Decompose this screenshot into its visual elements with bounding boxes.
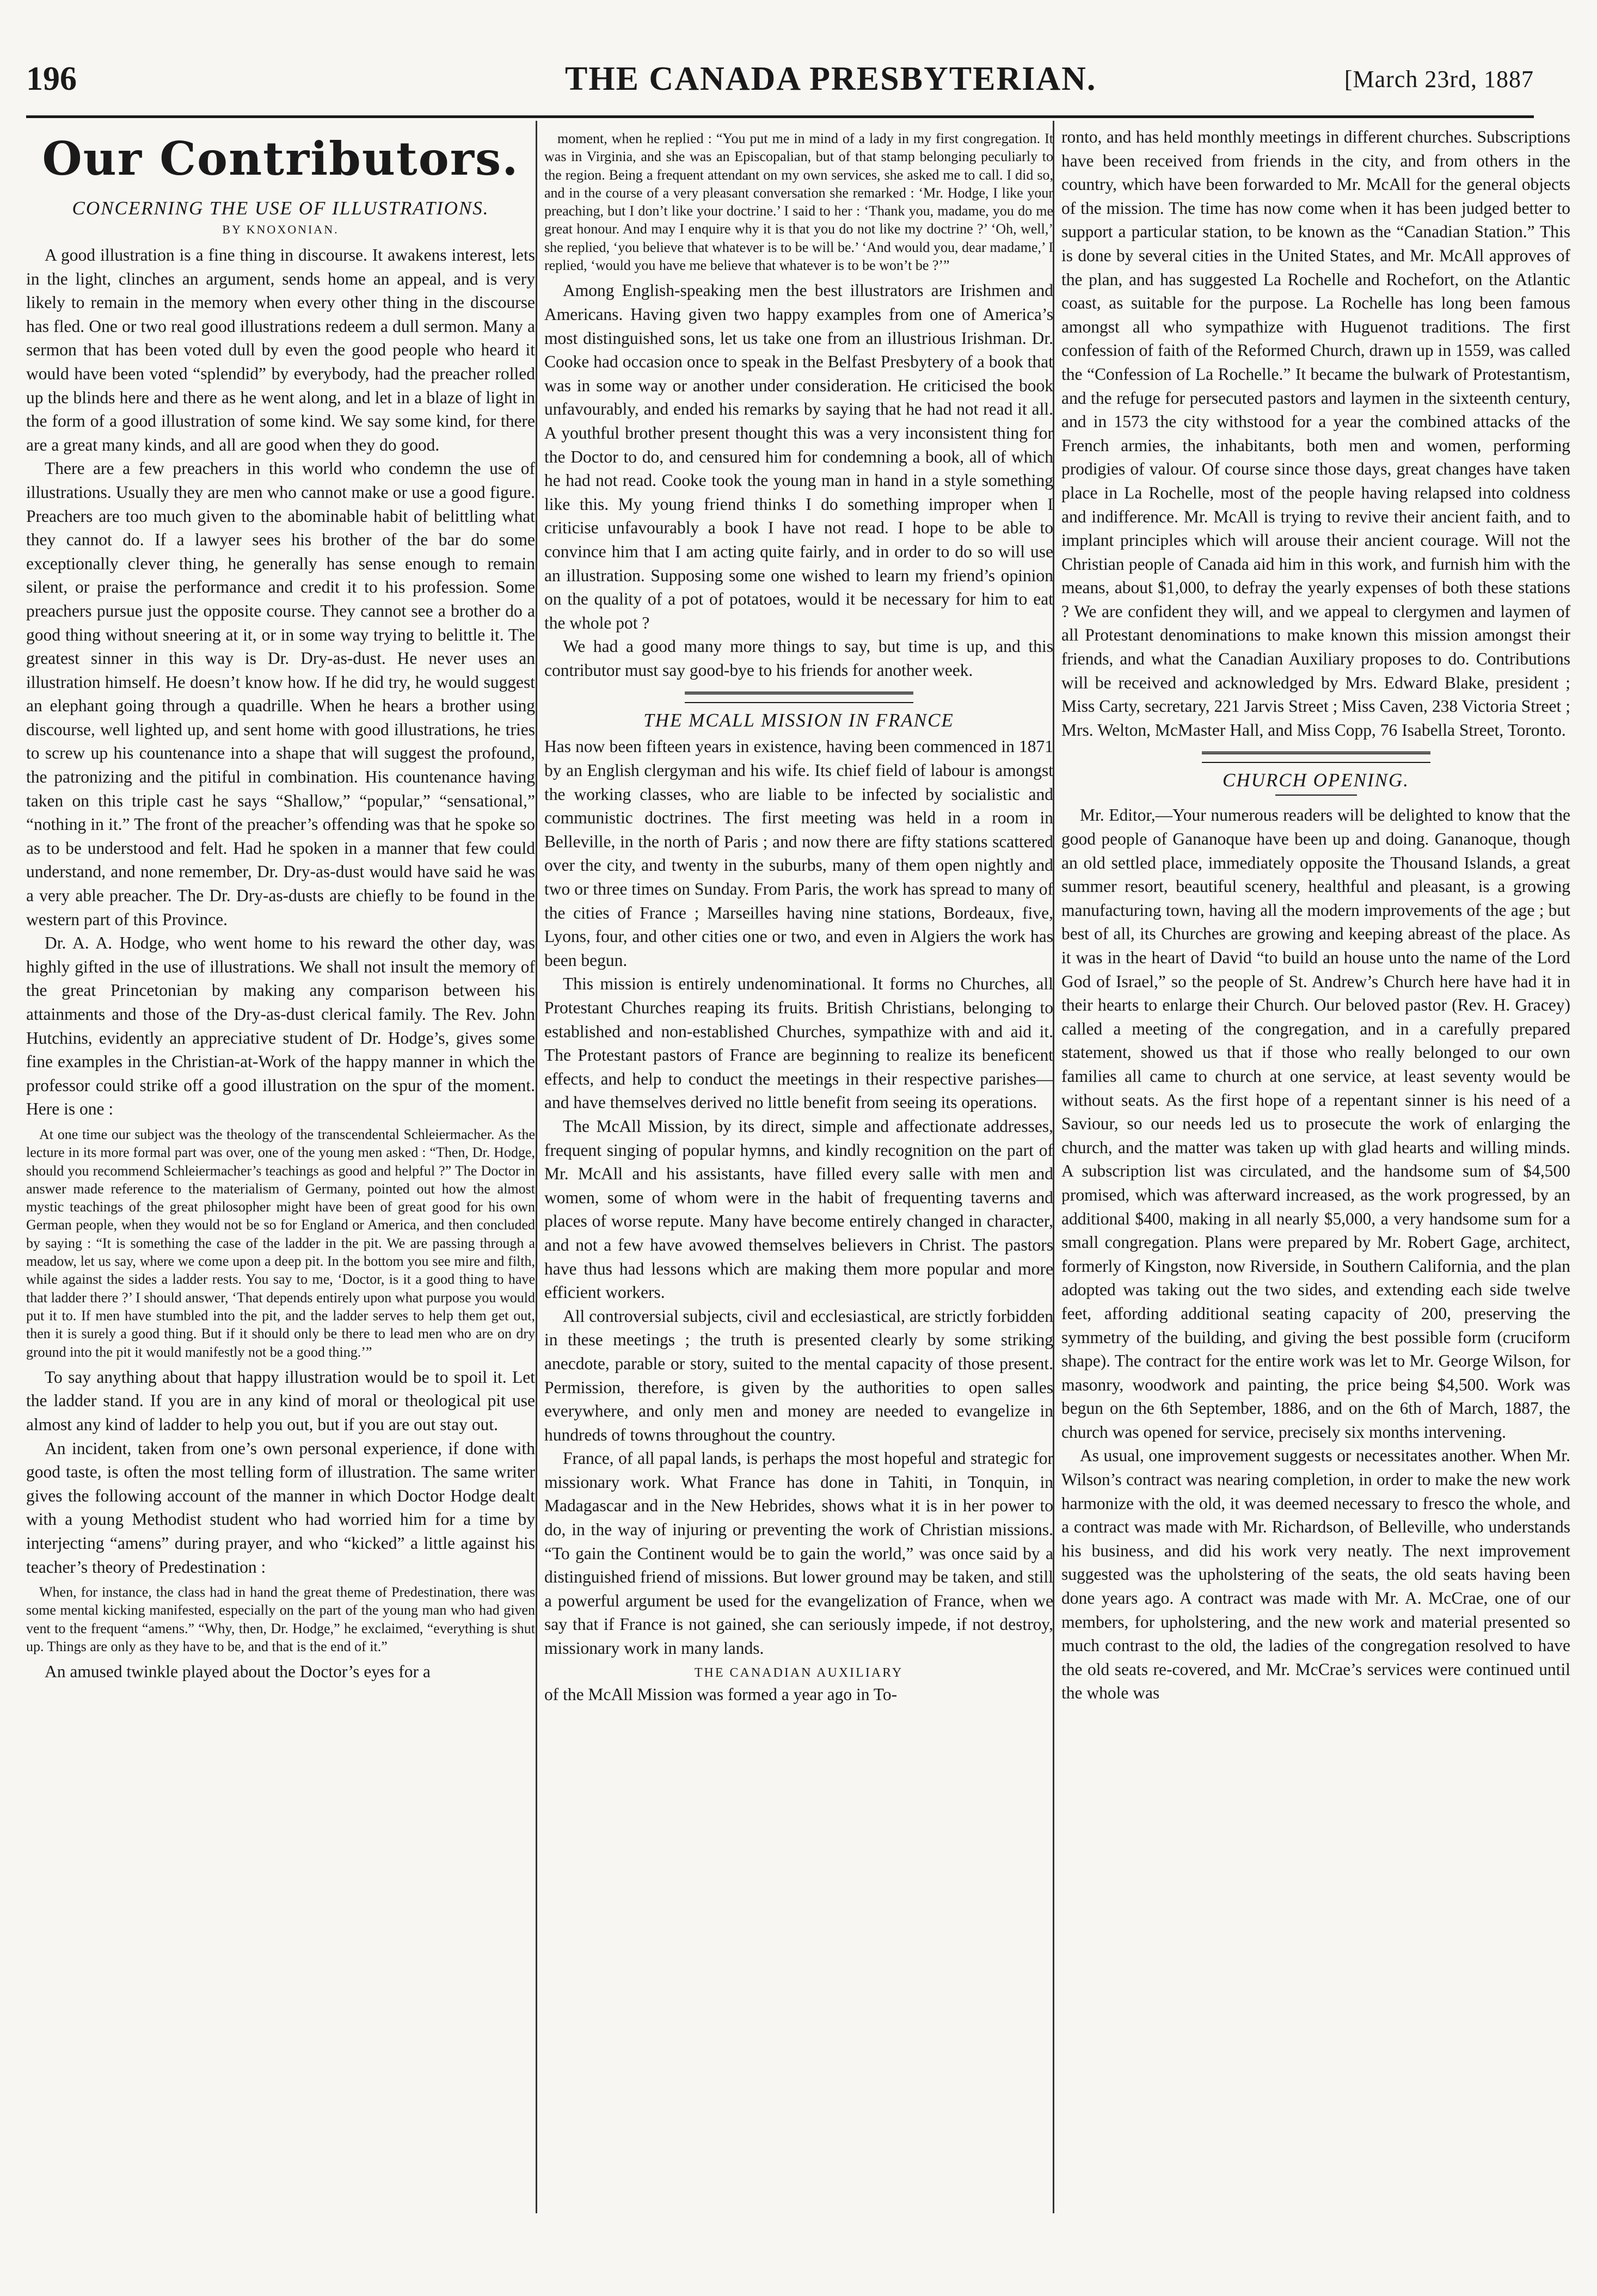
paragraph: Among English-speaking men the best illustrators are Irishmen and Americans. Having given two happy examples from one of America’s most distinguished sons, let us take one from an illustrious Irishman. Dr. Cooke had occasion once to speak in the Belfast Presbytery of a book that was in some way or another under consideration. He criticised the book unfavourably, and ended his remarks by saying that he had not read it all. A youthful brother present thought this was a very inconsistent thing for the Doctor to do, and censured him for condemning a book, all of which he had not read. Cooke took the young man in hand in a style something like this. My young friend thinks I do something improper when I criticise unfavourably a book I have not read. I hope to be able to convince him that I am acting quite fairly, and in order to do so will use an illustration. Supposing some one wished to learn my friend’s opinion on the quality of a pot of potatoes, would it be necessary for him to eat the whole pot ? — [544, 281, 1053, 632]
article-title: THE MCALL MISSION IN FRANCE — [643, 710, 954, 731]
masthead — [26, 60, 1534, 109]
paragraph: We had a good many more things to say, but time is up, and this contributor must say good-bye to his friends for another week. — [544, 637, 1053, 680]
paragraph: To say anything about that happy illustration would be to spoil it. Let the ladder stand. If you are in any kind of moral or theological pit use almost any kind of ladder to help you out, but if you are out stay out. — [26, 1367, 535, 1435]
subheading: THE CANADIAN AUXILIARY — [694, 1665, 904, 1680]
issue-date: [March 23rd, 1887 — [1344, 66, 1534, 93]
column-rule — [536, 121, 537, 2213]
paragraph: France, of all papal lands, is perhaps the most hopeful and strategic for missionary work. What France has done in Tahiti, in Tonquin, in Madagascar and in the New Hebrides, shows what it is in her power to do, in the way of injuring or preventing the work of Christian missions. “To gain the Continent would be to gain the world,” was once said by a distinguished friend of missions. But lower ground may be taken, and still a powerful argument be used for the evangelization of France, when we say that if France is not gained, she can seriously impede, if not destroy, missionary work in many lands. — [544, 1449, 1053, 1658]
paragraph: All controversial subjects, civil and ecclesiastical, are strictly forbidden in these meetings ; the truth is presented clearly by some striking anecdote, parable or story, suited to the mental capacity of those present. Permission, therefore, is given by the authorities to open salles everywhere, and only men and money are needed to evangelize in hundreds of towns throughout the country. — [544, 1306, 1053, 1444]
page-number: 196 — [26, 60, 77, 97]
section-title: Our Contributors. — [42, 132, 519, 186]
article-title: CHURCH OPENING. — [1222, 770, 1410, 791]
column-1 — [26, 125, 535, 2215]
paragraph: of the McAll Mission was formed a year ago in To- — [544, 1684, 898, 1704]
paragraph: As usual, one improvement suggests or necessitates another. When Mr. Wilson’s contract was nearing completion, in order to make the new work harmonize with the old, it was deemed necessary to fresco the whole, and a contract was made with Mr. Richardson, of Belleville, who understands his business, and did his work very neatly. The next improvement suggested was the upholstering of the seats, the old seats having been done years ago. A contract was made with Mr. A. McCrae, one of our members, for upholstering, and the new work and material presented so much contrast to the old, the ladies of the congregation resolved to have the old seats re-covered, and Mr. McCrae’s services were continued until the whole was — [1061, 1446, 1570, 1703]
column-2 — [544, 125, 1053, 2215]
paragraph: A good illustration is a fine thing in discourse. It awakens interest, lets in the light, clinches an argument, sends home an appeal, and is very likely to remain in the memory when every other thing in the discourse has fled. One or two real good illustrations redeem a dull sermon. Many a sermon that has been voted dull by even the good people who heard it would have been voted “splendid” by everybody, had the preacher rolled up the blinds here and there as he went along, and let in a blaze of light in the form of a good illustration of some kind. We say some kind, for there are a great many kinds, and all are good when they do good. — [26, 245, 535, 454]
paragraph: Has now been fifteen years in existence, having been commenced in 1871 by an English clergyman and his wife. Its chief field of labour is amongst the working classes, who are liable to be infected by socialistic and communistic doctrines. The first meeting was held in a room in Belleville, in the north of Paris ; and now there are fifty stations scattered over the city, and twenty in the suburbs, many of them open nightly and two or three times on Sunday. From Paris, the work has spread to many of the cities of France ; Marseilles having nine stations, Bordeaux, five, Lyons, four, and other cities one or two, and even in Algiers the work has been begun. — [544, 737, 1053, 970]
article-divider — [685, 692, 913, 703]
block-quote: moment, when he replied : “You put me in mind of a lady in my first congregation. It was in Virginia, and she was an Episcopalian, but of that stamp belonging peculiarly to the region. Being a frequent attendant on my own services, she asked me to call. I did so, and in the course of a very pleasant conversation she remarked : ‘Mr. Hodge, I like your preaching, but I don’t like your doctrine.’ I said to her : ‘Thank you, madame, you do me great honour. And may I enquire why it is that you do not like my doctrine ?’ ‘Oh, well,’ she replied, ‘you believe that whatever is to be will be.’ ‘And would you, dear madame,’ I replied, ‘would you have me believe that whatever is to be won’t be ?’” — [544, 131, 1053, 274]
paragraph: ronto, and has held monthly meetings in different churches. Subscriptions have been received from friends in the city, and from others in the country, which have been forwarded to Mr. McAll for the general objects of the mission. The time has now come when it has been judged better to support a particular station, to be known as the “Canadian Station.” This is done by several cities in the United States, and Mr. McAll approves of the plan, and has suggested La Rochelle and Rochefort, on the Atlantic coast, as suitable for the purpose. La Rochelle has long been famous amongst all who sympathize with Huguenot traditions. The first confession of faith of the Reformed Church, drawn up in 1559, was called the “Confession of La Rochelle.” It became the bulwark of Protestantism, and the refuge for persecuted pastors and laymen in the sixteenth century, and in 1573 the city withstood for a year the combined attacks of the French armies, the inhabitants, both men and women, performing prodigies of valour. Of course since those days, great changes have taken place in La Rochelle, most of the people having relapsed into coldness and indifference. Mr. McAll is trying to revive their ancient faith, and to implant principles which will arouse their ancient courage. Will not the Christian people of Canada aid him in this work, and furnish him with the means, about $1,000, to defray the yearly expenses of both these stations ? We are confident they will, and we appeal to clergymen and laymen of all Protestant denominations to make known this mission amongst their friends, and what the Canadian Auxiliary proposes to do. Contributions will be received and acknowledged by Mrs. Edward Blake, president ; Miss Carty, secretary, 221 Jarvis Street ; Miss Caven, 238 Victoria Street ; Mrs. Welton, McMaster Hall, and Miss Copp, 76 Isabella Street, Toronto. — [1061, 127, 1570, 740]
paragraph: There are a few preachers in this world who condemn the use of illustrations. Usually they are men who cannot make or use a good figure. Preachers are too much given to the abominable habit of belittling what they cannot do. If a lawyer sees his brother of the bar do some exceptionally clever thing, he generally has sense enough to remain silent, or praise the performance and credit it to his profession. Some preachers pursue just the opposite course. They cannot see a brother do a good thing without sneering at it, or in some way trying to belittle it. The greatest sinner in this way is Dr. Dry-as-dust. He never uses an illustration himself. He doesn’t know how. If he did try, he would suggest an elephant going through a quadrille. When he hears a brother using discourse, well lighted up, and sent home with good illustrations, he tries to screw up his countenance into a shape that will suggest the profound, the patronizing and the pitiful in combination. His countenance having taken on this triple cast he says “Shallow,” “popular,” “sensational,” “nothing in it.” The front of the preacher’s offending was that he spoke so as to be understood and felt. Had he spoken in a manner that few could understand, and none remember, Dr. Dry-as-dust would have said he was a very able preacher. The Dr. Dry-as-dusts are chiefly to be found in the western part of this Province. — [26, 459, 535, 929]
paragraph: This mission is entirely undenominational. It forms no Churches, all Protestant Churches reaping its fruits. British Christians, belonging to established and non-established Churches, sympathize with and aid it. The Protestant pastors of France are beginning to realize its beneficent effects, and help to conduct the meetings in their respective parishes—and have themselves derived no little benefit from seeing its operations. — [544, 974, 1053, 1112]
block-quote: When, for instance, the class had in hand the great theme of Predestination, there was some mental kicking manifested, especially on the part of the young man who had given vent to the frequent “amens.” “Why, then, Dr. Hodge,” he exclaimed, “everything is shut up. Things are only as they have to be, and that is the end of it.” — [26, 1584, 535, 1655]
publication-title: THE CANADA PRESBYTERIAN. — [565, 60, 1097, 97]
masthead-rule — [26, 115, 1534, 118]
byline: BY KNOXONIAN. — [222, 223, 339, 236]
paragraph: Dr. A. A. Hodge, who went home to his reward the other day, was highly gifted in the use of illustrations. We shall not insult the memory of the great Princetonian by making any comparison between his attainments and those of the Dry-as-dust clerical family. The Rev. John Hutchins, evidently an appreciative student of Dr. Hodge’s, gives some fine examples in the Christian-at-Work of the happy manner in which the professor could strike off a good illustration on the spur of the moment. Here is one : — [26, 933, 535, 1119]
title-rule — [1275, 795, 1357, 796]
block-quote: At one time our subject was the theology of the transcendental Schleiermacher. As the lecture in its more formal part was over, one of the young men asked : “Then, Dr. Hodge, should you recommend Schleiermacher’s teachings as good and helpful ?” The Doctor in answer made reference to the materialism of Germany, pointed out how the almost mystic teachings of the great philosopher might have been of great good for his own German people, when they would not be so for England or America, and then concluded by saying : “It is something the case of the ladder in the pit. We are passing through a meadow, let us say, where we come upon a deep pit. In the bottom you see mire and filth, while against the sides a ladder rests. You say to me, ‘Doctor, is it a good thing to have that ladder there ?’ I should answer, ‘That depends entirely upon what purpose you would put it to. If men have stumbled into the pit, and the ladder serves to help them get out, then it is surely a good thing. But if it should only be there to lead men who are on dry ground into the pit it would manifestly not be a good thing.’” — [26, 1126, 535, 1360]
paragraph: An incident, taken from one’s own personal experience, if done with good taste, is often the most telling form of illustration. The same writer gives the following account of the manner in which Doctor Hodge dealt with a young Methodist student who had worried him for a time by interjecting “amens” during prayer, and who “kicked” a little against his teacher’s theory of Predestination : — [26, 1438, 535, 1577]
paragraph: The McAll Mission, by its direct, simple and affectionate addresses, frequent singing of popular hymns, and kindly recognition on the part of Mr. McAll and his assistants, have filled every salle with men and women, some of whom were in the habit of frequenting taverns and places of worse repute. Many have become entirely changed in character, and not a few have avowed themselves believers in Christ. The pastors have thus had lessons which are making them more popular and more efficient workers. — [544, 1116, 1053, 1302]
column-3 — [1061, 125, 1570, 2215]
paragraph: An amused twinkle played about the Doctor’s eyes for a — [45, 1662, 431, 1682]
paragraph: Mr. Editor,—Your numerous readers will be delighted to know that the good people of Gananoque have been up and doing. Gananoque, though an old settled place, immediately opposite the Thousand Islands, a great summer resort, beautiful scenery, healthful and pleasant, is a growing manufacturing town, having all the modern improvements of the age ; but best of all, its Churches are growing and keeping abreast of the place. As it was in the heart of David “to build an house unto the name of the Lord God of Israel,” so the people of St. Andrew’s Church here have had it in their hearts to enlarge their Church. Our beloved pastor (Rev. H. Gracey) called a meeting of the congregation, and in a carefully prepared statement, showed us that if those who really belonged to our own families all came to church at one service, at least seventy would be without seats. As the first hope of a repentant sinner is his need of a Saviour, so our needs led us to prosecute the work of enlarging the church, and the matter was taken up with glad hearts and willing minds. A subscription list was circulated, and the handsome sum of $4,500 promised, which was afterward increased, as the work progressed, by an additional $400, making in all nearly $5,000, a very handsome sum for a small congregation. Plans were prepared by Mr. Robert Gage, architect, formerly of Kingston, now Riverside, in Southern California, and the plan adopted was taking out the two sides, and extending each side twelve feet, affording additional seating capacity of 200, preserving the symmetry of the building, and giving the best possible form (cruciform shape). The contract for the entire work was let to Mr. George Wilson, for masonry, woodwork and painting, the price being $4,500. Work was begun on the 6th September, 1886, and on the 6th of March, 1887, the church was opened for service, precisely six months intervening. — [1061, 805, 1570, 1442]
article-divider — [1202, 752, 1430, 763]
article-title: CONCERNING THE USE OF ILLUSTRATIONS. — [72, 198, 489, 219]
